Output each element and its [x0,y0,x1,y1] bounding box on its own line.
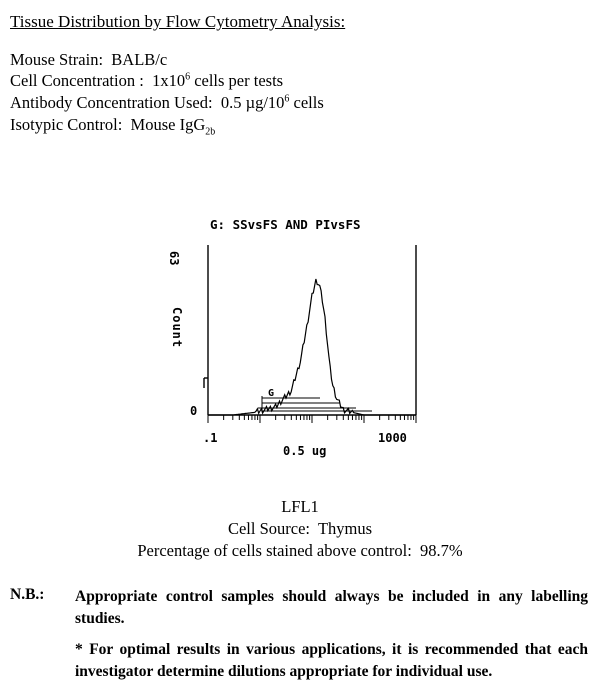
isotype-label: Isotypic Control: [10,115,123,134]
isotype-value: Mouse IgG [130,115,206,134]
cell-source-label: Cell Source: [227,519,310,538]
note-label: N.B.: [10,586,45,603]
strain-label: Mouse Strain: [10,50,104,69]
y-max-label: 63 [167,251,181,266]
strain-value: BALB/c [111,50,168,69]
x-axis-label: 0.5 ug [283,444,327,458]
ab-conc-label: Antibody Concentration Used: [10,93,213,112]
page-title: Tissue Distribution by Flow Cytometry Analysis: [10,12,346,31]
note-line-1: Appropriate control samples should always be included in any labelling studies. [75,588,588,627]
note-line-2: * For optimal results in various applications, it is recommended that each investigator determine dilutions appropriate for individual use. [75,641,588,680]
cell-source-value: Thymus [317,519,373,538]
cell-conc-exp: 6 [185,71,191,83]
percentage-value: 98.7% [420,541,463,560]
cell-conc-label: Cell Concentration : [10,71,144,90]
percentage-label: Percentage of cells stained above control: [137,541,412,560]
y-axis-label: Count [170,307,184,349]
plot-header: G: SSvsFS AND PIvsFS [210,217,361,232]
histogram-trace [208,279,416,415]
x-ticks [208,415,416,423]
x-max-label: 1000 [378,431,407,445]
percentage-line [0,541,600,561]
ab-conc-exp: 6 [284,93,290,105]
cell-conc-prefix: 1x10 [152,71,186,90]
isotype-sub: 2b [205,126,216,138]
x-min-label: .1 [203,431,218,445]
plot-frame [204,245,416,415]
ab-conc-prefix: 0.5 µg/10 [220,93,285,112]
y-zero-label: 0 [190,404,198,418]
ab-conc-suffix: cells [293,93,324,112]
gate-marker-label: G [268,388,275,399]
channel-label: LFL1 [281,497,319,516]
cell-source-line [0,519,600,539]
cell-conc-suffix: cells per tests [194,71,284,90]
